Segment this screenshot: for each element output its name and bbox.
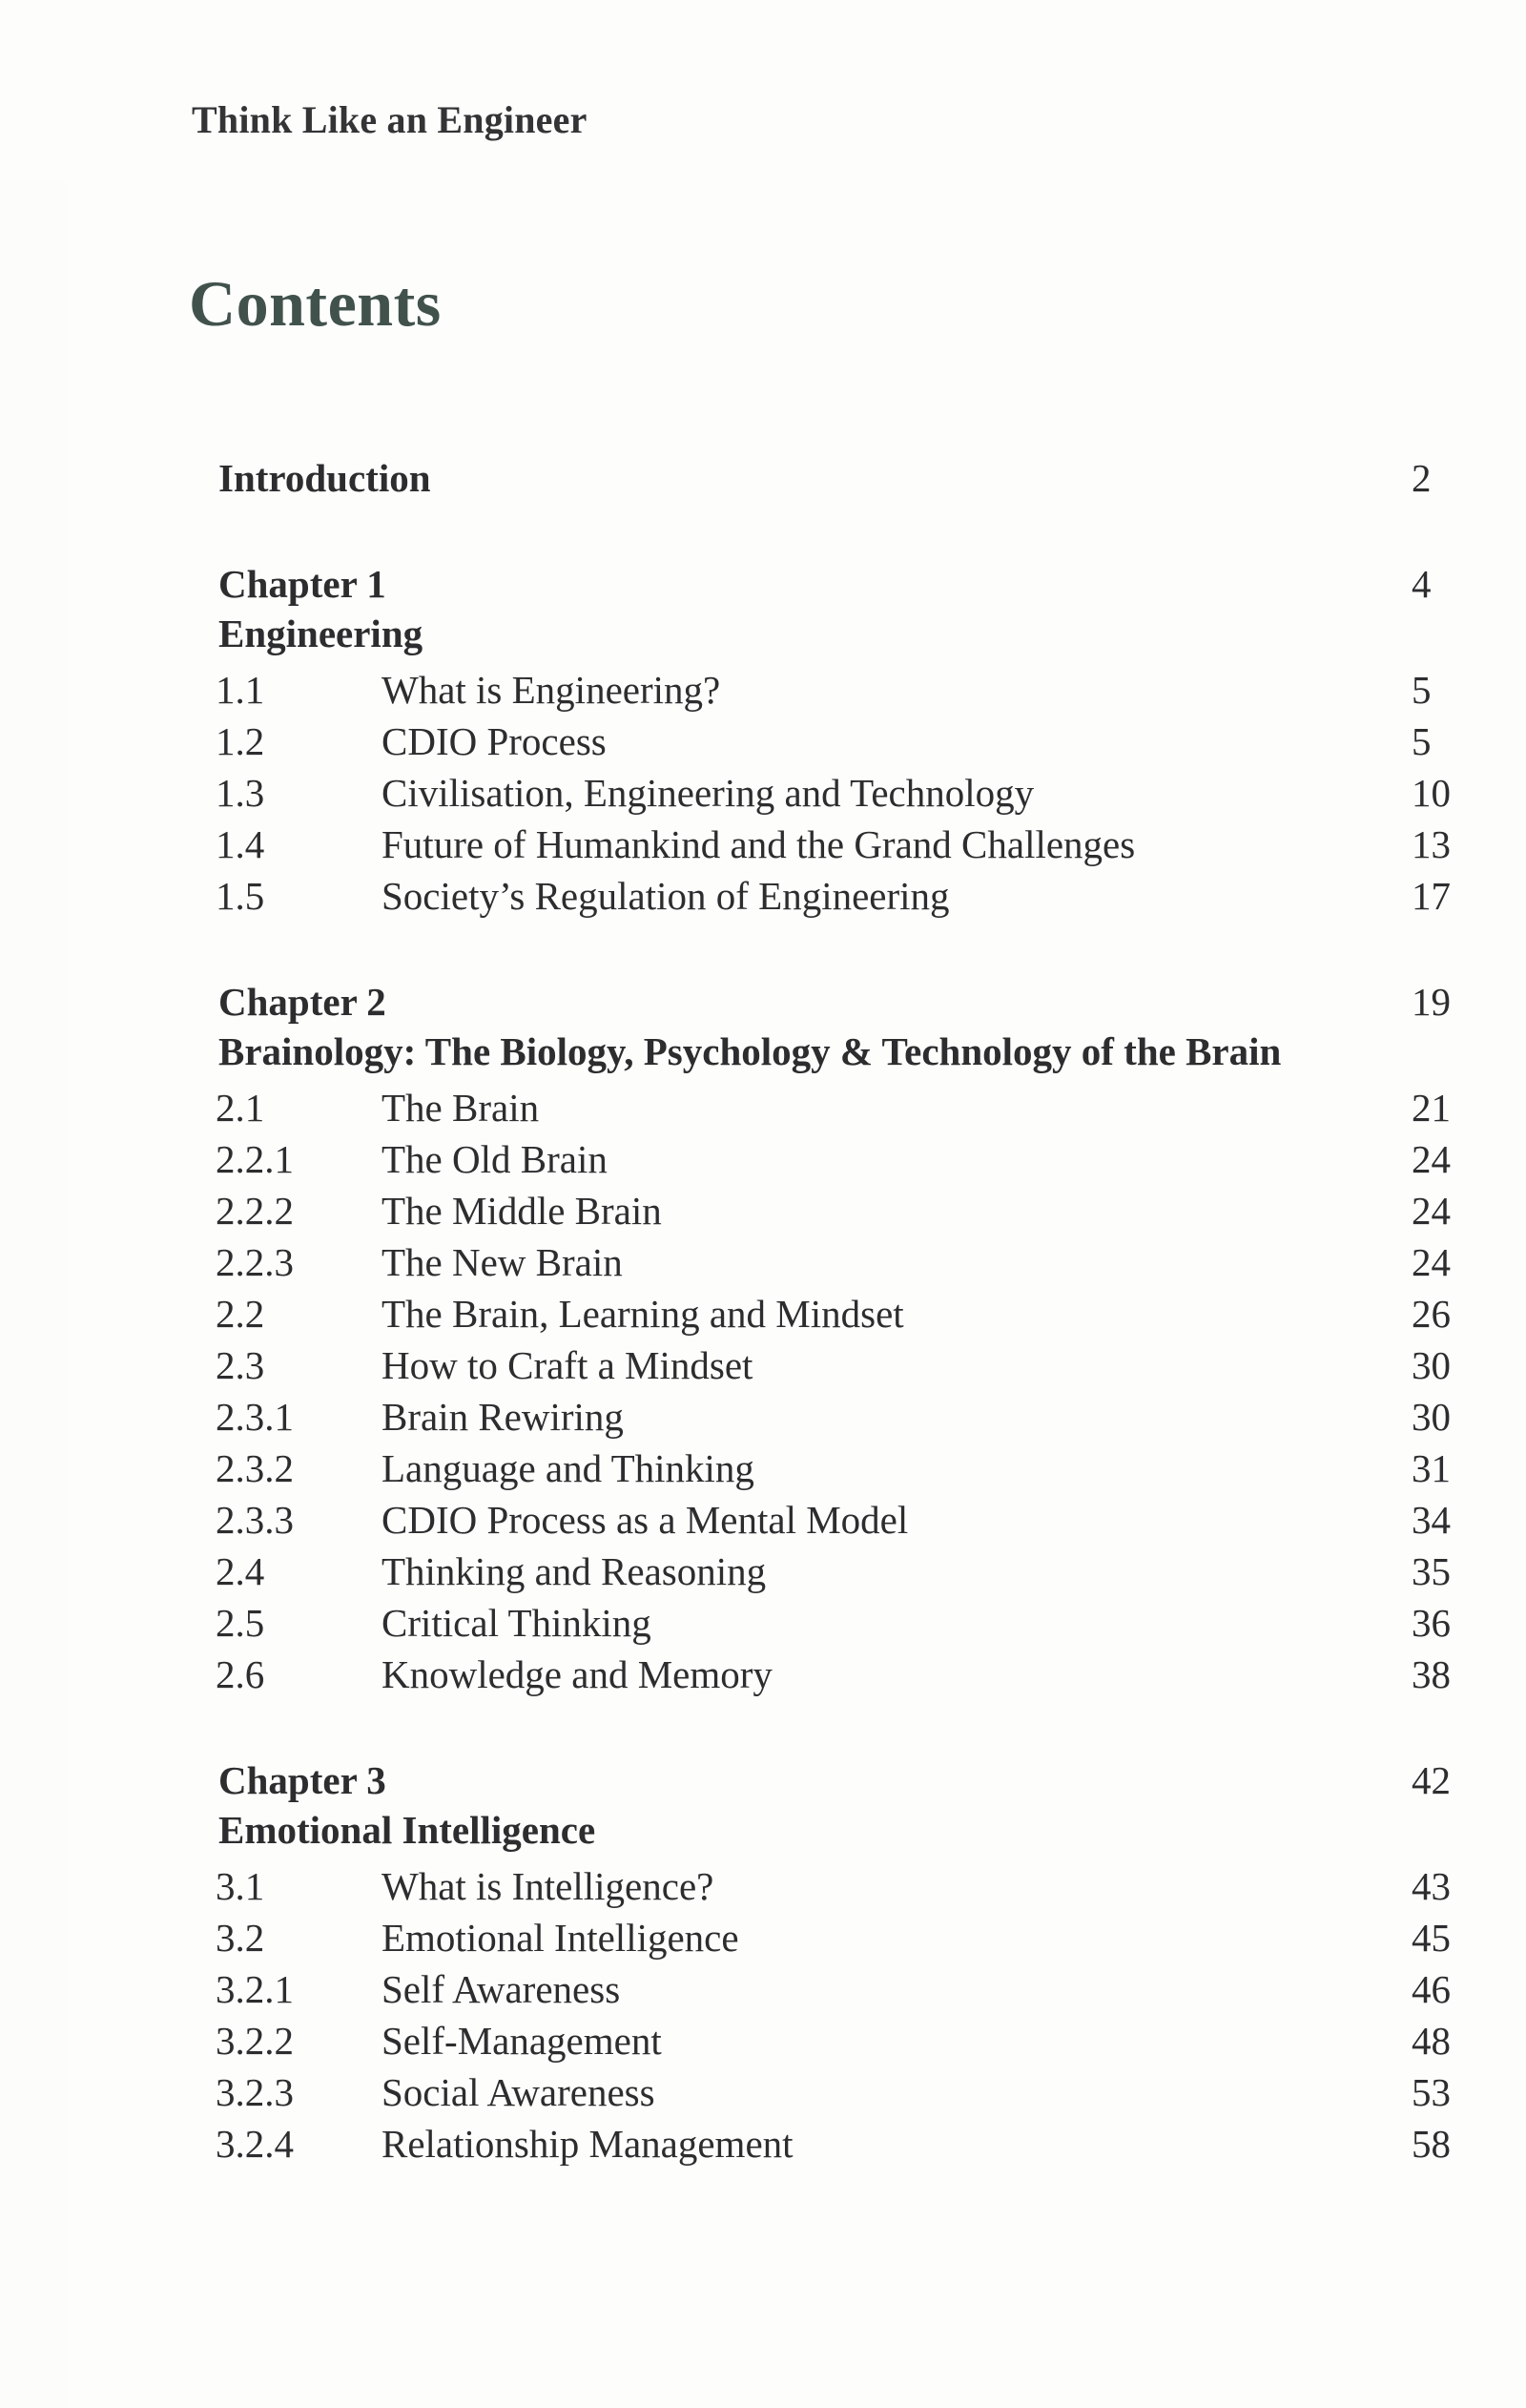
toc-entry bbox=[0, 1963, 1526, 2015]
section-title: Critical Thinking bbox=[382, 1601, 651, 1645]
toc-entry bbox=[0, 1288, 1526, 1339]
chapter-subtitle-row bbox=[0, 1804, 1526, 1856]
page-number: 48 bbox=[1412, 2019, 1451, 2063]
section-title: Brain Rewiring bbox=[382, 1395, 624, 1439]
intro-label: Introduction bbox=[218, 456, 431, 500]
section-title: The Brain bbox=[382, 1086, 540, 1130]
section-number: 3.2.2 bbox=[216, 2019, 294, 2063]
page-number: 46 bbox=[1412, 1967, 1451, 2011]
section-title: Language and Thinking bbox=[382, 1446, 754, 1490]
page-number: 30 bbox=[1412, 1343, 1451, 1387]
page-number: 42 bbox=[1412, 1758, 1451, 1802]
chapter-entries bbox=[0, 664, 1526, 922]
toc-entry bbox=[0, 767, 1526, 819]
section-number: 3.2 bbox=[216, 1916, 265, 1960]
page-number: 17 bbox=[1412, 874, 1451, 918]
section-number: 2.3.1 bbox=[216, 1395, 294, 1439]
toc-entry bbox=[0, 716, 1526, 767]
toc-entry bbox=[0, 1133, 1526, 1185]
section-number: 2.2 bbox=[216, 1292, 265, 1336]
page-number: 13 bbox=[1412, 822, 1451, 866]
page-number: 58 bbox=[1412, 2122, 1451, 2166]
page-number: 26 bbox=[1412, 1292, 1451, 1336]
page-number: 10 bbox=[1412, 771, 1451, 815]
section-number: 2.4 bbox=[216, 1549, 265, 1593]
page-number: 34 bbox=[1412, 1498, 1451, 1542]
section-title: Knowledge and Memory bbox=[382, 1652, 773, 1696]
page-number: 24 bbox=[1412, 1189, 1451, 1233]
page-number: 24 bbox=[1412, 1137, 1451, 1181]
toc-entry bbox=[0, 1546, 1526, 1597]
chapter-heading: Chapter 2 bbox=[218, 980, 386, 1024]
section-number: 2.3.2 bbox=[216, 1446, 294, 1490]
toc-entry bbox=[0, 1649, 1526, 1700]
section-number: 1.4 bbox=[216, 822, 265, 866]
section-number: 3.1 bbox=[216, 1864, 265, 1908]
section-number: 2.3.3 bbox=[216, 1498, 294, 1542]
section-title: Social Awareness bbox=[382, 2070, 655, 2114]
chapter-heading: Chapter 3 bbox=[218, 1758, 386, 1802]
toc-entry bbox=[0, 2015, 1526, 2066]
page-number: 19 bbox=[1412, 980, 1451, 1024]
toc-entry bbox=[0, 1912, 1526, 1963]
section-number: 3.2.3 bbox=[216, 2070, 294, 2114]
section-title: The Middle Brain bbox=[382, 1189, 662, 1233]
page-number: 45 bbox=[1412, 1916, 1451, 1960]
section-number: 1.1 bbox=[216, 668, 265, 712]
section-title: What is Intelligence? bbox=[382, 1864, 714, 1908]
toc-entry bbox=[0, 870, 1526, 922]
page-number: 43 bbox=[1412, 1864, 1451, 1908]
page-number: 24 bbox=[1412, 1240, 1451, 1284]
page-title: Contents bbox=[189, 267, 442, 340]
chapter-subtitle: Emotional Intelligence bbox=[218, 1808, 596, 1852]
chapter-subtitle: Engineering bbox=[218, 612, 423, 655]
section-number: 2.3 bbox=[216, 1343, 265, 1387]
toc-entry bbox=[0, 664, 1526, 716]
toc-chapter-1 bbox=[0, 561, 1526, 922]
page-number: 38 bbox=[1412, 1652, 1451, 1696]
section-number: 1.5 bbox=[216, 874, 265, 918]
section-number: 2.6 bbox=[216, 1652, 265, 1696]
section-number: 3.2.4 bbox=[216, 2122, 294, 2166]
toc-chapter-3 bbox=[0, 1757, 1526, 2169]
section-title: Thinking and Reasoning bbox=[382, 1549, 767, 1593]
section-title: How to Craft a Mindset bbox=[382, 1343, 753, 1387]
page-number: 21 bbox=[1412, 1086, 1451, 1130]
section-number: 1.3 bbox=[216, 771, 265, 815]
section-number: 2.2.1 bbox=[216, 1137, 294, 1181]
page-number: 30 bbox=[1412, 1395, 1451, 1439]
section-title: Relationship Management bbox=[382, 2122, 794, 2166]
section-title: Civilisation, Engineering and Technology bbox=[382, 771, 1035, 815]
toc-entry bbox=[0, 1391, 1526, 1443]
chapter-heading: Chapter 1 bbox=[218, 562, 386, 606]
section-number: 1.2 bbox=[216, 719, 265, 763]
page-number: 5 bbox=[1412, 719, 1432, 763]
page-number: 2 bbox=[1412, 456, 1432, 500]
toc-entry bbox=[0, 1494, 1526, 1546]
toc-entry bbox=[0, 1339, 1526, 1391]
chapter-subtitle-row bbox=[0, 608, 1526, 659]
chapter-subtitle: Brainology: The Biology, Psychology & Technology of the Brain bbox=[218, 1029, 1282, 1073]
toc-intro-row bbox=[0, 452, 1526, 504]
page-number: 35 bbox=[1412, 1549, 1451, 1593]
section-title: CDIO Process as a Mental Model bbox=[382, 1498, 909, 1542]
section-number: 3.2.1 bbox=[216, 1967, 294, 2011]
toc-chapter-2 bbox=[0, 979, 1526, 1700]
section-title: The New Brain bbox=[382, 1240, 623, 1284]
section-title: CDIO Process bbox=[382, 719, 607, 763]
chapter-entries bbox=[0, 1860, 1526, 2169]
running-header: Think Like an Engineer bbox=[192, 98, 588, 141]
chapter-entries bbox=[0, 1082, 1526, 1700]
page-number: 31 bbox=[1412, 1446, 1451, 1490]
section-title: Society’s Regulation of Engineering bbox=[382, 874, 950, 918]
section-number: 2.1 bbox=[216, 1086, 265, 1130]
section-title: Emotional Intelligence bbox=[382, 1916, 739, 1960]
section-number: 2.2.3 bbox=[216, 1240, 294, 1284]
toc-entry bbox=[0, 2066, 1526, 2118]
toc-entry bbox=[0, 1860, 1526, 1912]
section-title: The Old Brain bbox=[382, 1137, 608, 1181]
section-title: Self Awareness bbox=[382, 1967, 621, 2011]
chapter-subtitle-row bbox=[0, 1026, 1526, 1077]
toc-entry bbox=[0, 1597, 1526, 1649]
section-title: The Brain, Learning and Mindset bbox=[382, 1292, 904, 1336]
section-number: 2.5 bbox=[216, 1601, 265, 1645]
chapter-heading-row bbox=[0, 1757, 1526, 1804]
toc-entry bbox=[0, 2118, 1526, 2169]
toc-entry bbox=[0, 1443, 1526, 1494]
toc-entry bbox=[0, 1185, 1526, 1236]
section-title: Self-Management bbox=[382, 2019, 662, 2063]
page-number: 5 bbox=[1412, 668, 1432, 712]
table-of-contents bbox=[0, 452, 1526, 2169]
toc-entry bbox=[0, 1236, 1526, 1288]
page-number: 4 bbox=[1412, 562, 1432, 606]
page-number: 36 bbox=[1412, 1601, 1451, 1645]
toc-entry bbox=[0, 819, 1526, 870]
section-number: 2.2.2 bbox=[216, 1189, 294, 1233]
section-title: Future of Humankind and the Grand Challenges bbox=[382, 822, 1136, 866]
page-number: 53 bbox=[1412, 2070, 1451, 2114]
chapter-heading-row bbox=[0, 561, 1526, 608]
chapter-heading-row bbox=[0, 979, 1526, 1026]
toc-entry bbox=[0, 1082, 1526, 1133]
section-title: What is Engineering? bbox=[382, 668, 721, 712]
